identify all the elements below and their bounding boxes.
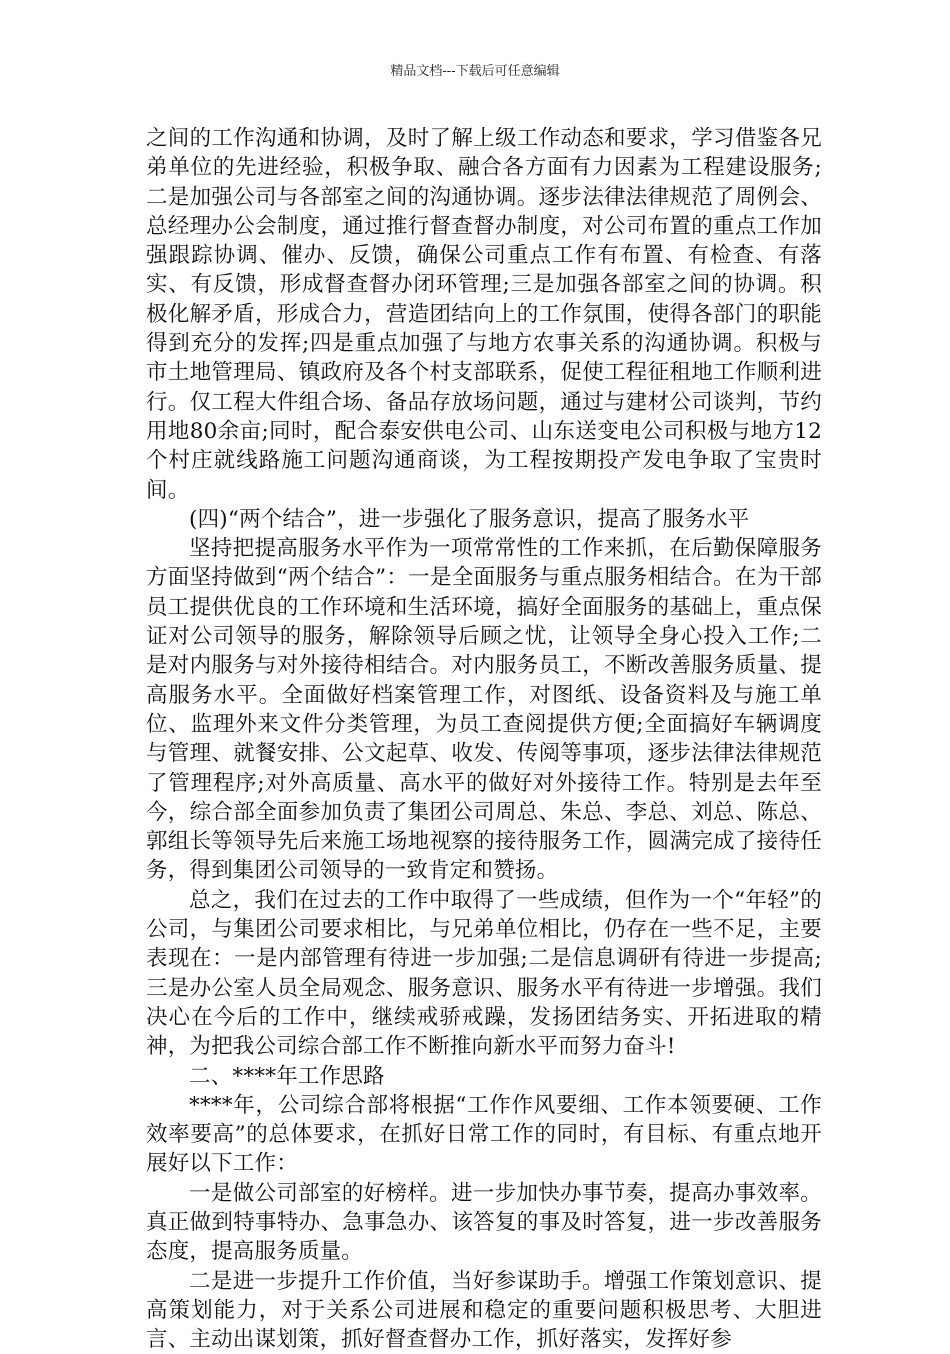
paragraph-plan-two: 二是进一步提升工作价值，当好参谋助手。增强工作策划意识、提高策划能力，对于关系公司进展和稳定的重要问题积极思考、大胆进言、主动出谋划策，抓好督查督办工作，抓好落实，发挥好参: [146, 1268, 822, 1353]
page-header: 精品文档---下载后可任意编辑: [390, 64, 560, 79]
paragraph-plan-intro: ****年，公司综合部将根据“工作作风要细、工作本领要硬、工作效率要高”的总体要求，在抓好日常工作的同时，有目标、有重点地开展好以下工作：: [146, 1092, 822, 1177]
paragraph-plan-one: 一是做公司部室的好榜样。进一步加快办事节奏，提高办事效率。真正做到特事特办、急事急办、该答复的事及时答复，进一步改善服务态度，提高服务质量。: [146, 1180, 822, 1265]
document-body: [146, 124, 822, 1354]
section-heading-four: (四)“两个结合”，进一步强化了服务意识，提高了服务水平: [189, 506, 750, 532]
paragraph-continued: 之间的工作沟通和协调，及时了解上级工作动态和要求，学习借鉴各兄弟单位的先进经验，积极争取、融合各方面有力因素为工程建设服务;二是加强公司与各部室之间的沟通协调。逐步法律法律规范了周例会、总经理办公会制度，通过推行督查督办制度，对公司布置的重点工作加强跟踪协调、催办、反馈，确保公司重点工作有布置、有检查、有落实、有反馈，形成督查督办闭环管理;三是加强各部室之间的协调。积极化解矛盾，形成合力，营造团结向上的工作氛围，使得各部门的职能得到充分的发挥;四是重点加强了与地方农事关系的沟通协调。积极与市土地管理局、镇政府及各个村支部联系，促使工程征租地工作顺利进行。仅工程大件组合场、备品存放场问题，通过与建材公司谈判，节约用地80余亩;同时，配合泰安供电公司、山东送变电公司积极与地方12个村庄就线路施工问题沟通商谈，为工程按期投产发电争取了宝贵时间。: [146, 126, 822, 503]
paragraph-service: 坚持把提高服务水平作为一项常常性的工作来抓，在后勤保障服务方面坚持做到“两个结合”：一是全面服务与重点服务相结合。在为干部员工提供优良的工作环境和生活环境，搞好全面服务的基础上，重点保证对公司领导的服务，解除领导后顾之忧，让领导全身心投入工作;二是对内服务与对外接待相结合。对内服务员工，不断改善服务质量、提高服务水平。全面做好档案管理工作，对图纸、设备资料及与施工单位、监理外来文件分类管理，为员工查阅提供方便;全面搞好车辆调度与管理、就餐安排、公文起草、收发、传阅等事项，逐步法律法律规范了管理程序;对外高质量、高水平的做好对外接待工作。特别是去年至今，综合部全面参加负责了集团公司周总、朱总、李总、刘总、陈总、郭组长等领导先后来施工场地视察的接待服务工作，圆满完成了接待任务，得到集团公司领导的一致肯定和赞扬。: [146, 536, 822, 884]
paragraph-summary: 总之，我们在过去的工作中取得了一些成绩，但作为一个“年轻”的公司，与集团公司要求相比，与兄弟单位相比，仍存在一些不足，主要表现在：一是内部管理有待进一步加强;二是信息调研有待进一步提高;三是办公室人员全局观念、服务意识、服务水平有待进一步增强。我们决心在今后的工作中，继续戒骄戒躁，发扬团结务实、开拓进取的精神，为把我公司综合部工作不断推向新水平而努力奋斗!: [146, 887, 822, 1060]
section-heading-two: 二、****年工作思路: [189, 1063, 385, 1089]
